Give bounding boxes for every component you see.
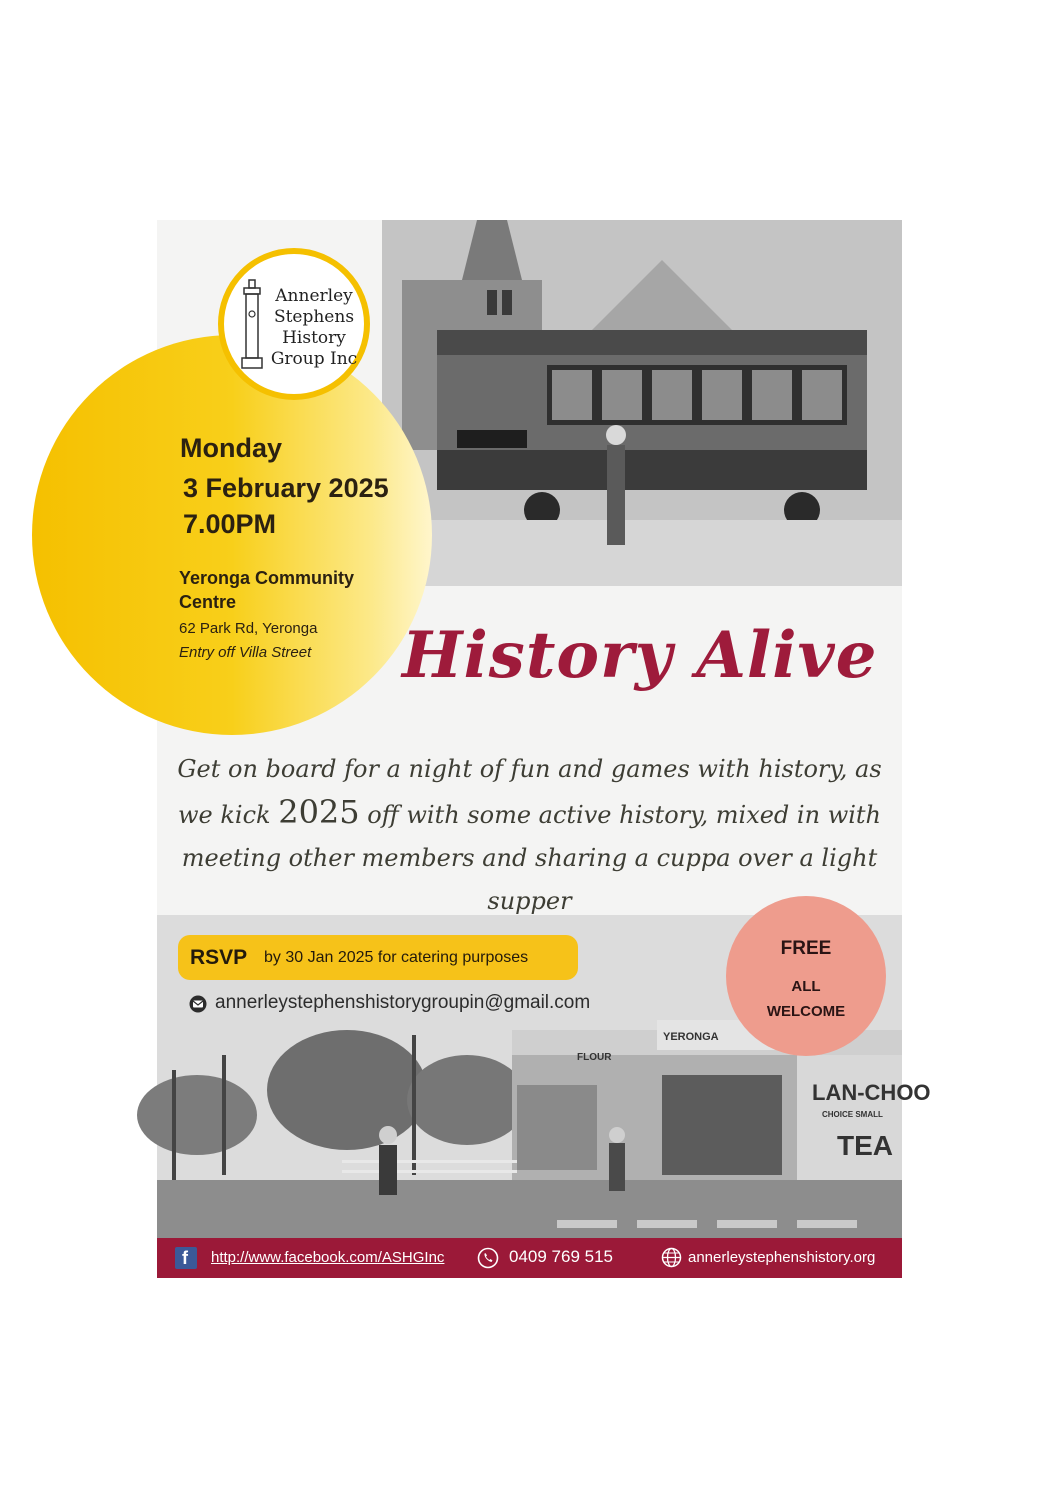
logo-line: Group Inc <box>270 349 358 369</box>
description-year: 2025 <box>278 793 360 831</box>
sign-tea: TEA <box>837 1130 893 1161</box>
event-day: Monday <box>180 433 283 463</box>
phone-icon <box>477 1247 499 1269</box>
contact-footer <box>157 1238 902 1278</box>
facebook-link[interactable]: http://www.facebook.com/ASHGInc <box>211 1249 445 1266</box>
venue-entry-note: Entry off Villa Street <box>179 644 312 661</box>
event-date: 3 February 2025 <box>183 473 389 503</box>
event-poster <box>157 220 931 1278</box>
venue-name: Yeronga Community Centre <box>179 568 355 612</box>
sign-flour: FLOUR <box>577 1052 612 1063</box>
poster-title: History Alive <box>402 618 878 693</box>
phone-number[interactable]: 0409 769 515 <box>509 1247 613 1266</box>
sign-tea-brand: LAN-CHOO <box>812 1080 931 1105</box>
welcome-label <box>726 974 886 1024</box>
sign-shop: YERONGA <box>663 1031 719 1043</box>
description-text: off with some active history, mixed in with meeting other members and sharing a cuppa over a light supper <box>181 801 882 915</box>
logo-line: Annerley <box>275 286 353 306</box>
globe-icon <box>661 1247 682 1268</box>
rsvp-deadline: by 30 Jan 2025 for catering purposes <box>264 949 529 966</box>
website-link[interactable]: annerleystephenshistory.org <box>688 1249 876 1266</box>
email-address[interactable]: annerleystephenshistorygroupin@gmail.com <box>215 992 591 1013</box>
event-time: 7.00PM <box>183 509 277 539</box>
facebook-icon[interactable]: f <box>175 1247 197 1269</box>
tram-photo <box>382 220 902 586</box>
sign-tea-sub: CHOICE SMALL <box>822 1110 883 1119</box>
logo-line: History <box>282 328 346 348</box>
tram-photo-illustration <box>382 220 902 586</box>
welcome-line: ALL <box>791 978 821 995</box>
rsvp-banner <box>178 935 578 980</box>
rsvp-label: RSVP <box>190 946 248 969</box>
event-description <box>167 748 892 923</box>
free-badge <box>726 896 886 1056</box>
venue-address: 62 Park Rd, Yeronga <box>179 620 318 637</box>
envelope-icon <box>189 995 207 1013</box>
free-label: FREE <box>780 938 832 959</box>
description-text: Get on board for a night of fun and games with history, as we kick <box>177 755 882 829</box>
group-logo <box>218 248 370 400</box>
welcome-line: WELCOME <box>766 1003 846 1020</box>
pillar-icon <box>240 280 264 370</box>
logo-line: Stephens <box>273 307 355 327</box>
logo-text <box>264 286 364 370</box>
